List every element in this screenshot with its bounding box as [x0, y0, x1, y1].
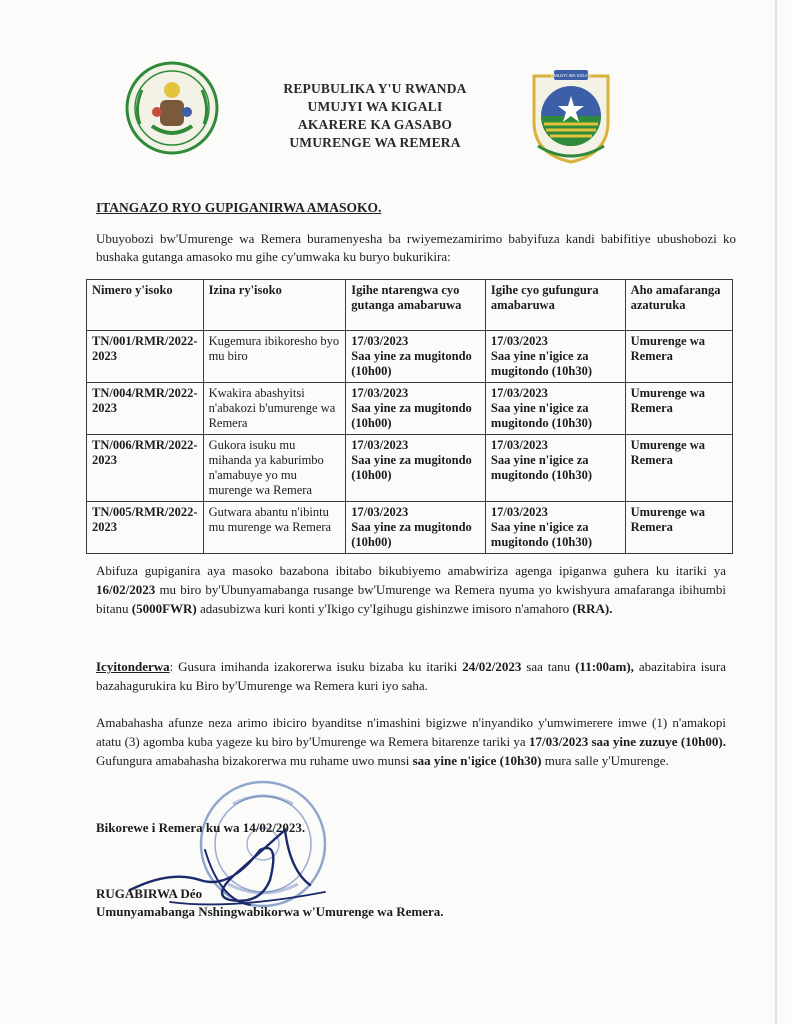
p2-time: (11:00am), [575, 659, 634, 674]
opening-cell [485, 502, 625, 554]
signatory-role: Umunyamabanga Nshingwabikorwa w'Umurenge wa Remera. [96, 904, 444, 919]
submission-paragraph [96, 713, 726, 770]
header-funding-source: Aho amafaranga azaturuka [625, 280, 732, 331]
deadline-time: Saa yine za mugitondo (10h00) [351, 349, 472, 378]
signed-at-line: Bikorewe i Remera ku wa 14/02/2023. [96, 820, 306, 835]
header-opening-time: Igihe cyo gufungura amabaruwa [485, 280, 625, 331]
signatory-name: RUGABIRWA Déo [96, 886, 203, 901]
deadline-cell [346, 331, 486, 383]
funding-source: Umurenge wa Remera [625, 502, 732, 554]
deadline-time: Saa yine za mugitondo (10h00) [351, 520, 472, 549]
tender-name: Gutwara abantu n'ibintu mu murenge wa Remera [203, 502, 346, 554]
document-header [230, 80, 520, 152]
p1-date: 16/02/2023 [96, 582, 156, 597]
header-line-4: UMURENGE WA REMERA [289, 135, 461, 150]
tender-number: TN/004/RMR/2022-2023 [87, 383, 204, 435]
p2-date: 24/02/2023 [462, 659, 522, 674]
rwanda-coat-of-arms-logo [124, 60, 220, 156]
p1-fee: (5000FWR) [131, 601, 197, 616]
table-row [87, 383, 733, 435]
table-row [87, 502, 733, 554]
opening-cell [485, 383, 625, 435]
p1-text-a: Abifuza gupiganira aya masoko bazabona ibitabo bikubiyemo amabwiriza agenga ipiganwa guhera ku itariki ya [96, 563, 726, 578]
opening-time: Saa yine n'igice za mugitondo (10h30) [490, 520, 592, 549]
opening-time: Saa yine n'igice za mugitondo (10h30) [490, 349, 592, 378]
kigali-city-logo [524, 66, 618, 166]
opening-time: Saa yine n'igice za mugitondo (10h30) [490, 401, 592, 430]
header-line-2: UMUJYI WA KIGALI [307, 99, 443, 114]
header-line-3: AKARERE KA GASABO [297, 117, 453, 132]
opening-cell [485, 331, 625, 383]
note-label: Icyitonderwa [96, 659, 170, 674]
tender-number: TN/005/RMR/2022-2023 [87, 502, 204, 554]
header-line-1: REPUBULIKA Y'U RWANDA [283, 81, 467, 96]
opening-time: Saa yine n'igice za mugitondo (10h30) [490, 453, 592, 482]
tender-name: Kwakira abashyitsi n'abakozi b'umurenge wa Remera [203, 383, 346, 435]
header-tender-name: Izina ry'isoko [203, 280, 346, 331]
p3-deadline: 17/03/2023 saa yine zuzuye (10h00). [528, 734, 726, 749]
deadline-time: Saa yine za mugitondo (10h00) [351, 453, 472, 482]
tender-name: Kugemura ibikoresho byo mu biro [203, 331, 346, 383]
p3-opening-time: saa yine n'igice (10h30) [412, 753, 542, 768]
header-submission-deadline: Igihe ntarengwa cyo gutanga amabaruwa [346, 280, 486, 331]
header-tender-number: Nimero y'isoko [87, 280, 204, 331]
p2-text-a: : Gusura imihanda izakorerwa isuku bizaba ku itariki [169, 659, 463, 674]
p1-rra: (RRA). [572, 601, 613, 616]
table-row [87, 331, 733, 383]
deadline-date: 17/03/2023 [351, 505, 409, 519]
funding-source: Umurenge wa Remera [625, 383, 732, 435]
funding-source: Umurenge wa Remera [625, 435, 732, 502]
notice-title: ITANGAZO RYO GUPIGANIRWA AMASOKO. [96, 200, 382, 215]
p3-text-c: Gufungura amabahasha bizakorerwa mu ruhame uwo munsi [96, 753, 413, 768]
page-edge [775, 0, 777, 1024]
opening-date: 17/03/2023 [490, 334, 548, 348]
kigali-logo-banner: UMUJYI WA KIGALI [550, 73, 592, 78]
deadline-cell [346, 383, 486, 435]
deadline-date: 17/03/2023 [351, 334, 409, 348]
table-row [87, 435, 733, 502]
deadline-cell [346, 502, 486, 554]
p2-text-c: saa tanu [521, 659, 576, 674]
p3-text-e: mura salle y'Umurenge. [541, 753, 669, 768]
deadline-date: 17/03/2023 [351, 438, 409, 452]
table-header-row [87, 280, 733, 331]
p2-text-e: abazitabira isura bazahagurukira ku Biro by'Umurenge wa Remera kuri iyo saha. [96, 659, 726, 693]
opening-cell [485, 435, 625, 502]
site-visit-paragraph [96, 657, 726, 695]
deadline-cell [346, 435, 486, 502]
opening-date: 17/03/2023 [490, 386, 548, 400]
deadline-date: 17/03/2023 [351, 386, 409, 400]
opening-date: 17/03/2023 [490, 438, 548, 452]
p1-text-e: adasubizwa kuri konti y'Ikigo cy'Igihugu gishinzwe imisoro n'amahoro [196, 601, 573, 616]
funding-source: Umurenge wa Remera [625, 331, 732, 383]
opening-date: 17/03/2023 [490, 505, 548, 519]
p1-text-c: mu biro by'Ubunyamabanga rusange bw'Umurenge wa Remera nyuma yo kwishyura amafaranga ibihumbi bitanu [96, 582, 726, 616]
bidding-documents-paragraph [96, 561, 726, 618]
deadline-time: Saa yine za mugitondo (10h00) [351, 401, 472, 430]
p3-text-a: Amabahasha afunze neza arimo ibiciro byanditse n'imashini bigizwe n'inyandiko y'umwimerere imwe (1) n'amakopi atatu (3) agomba kuba yageze ku biro by'Umurenge wa Remera bitarenze tariki ya [96, 715, 726, 749]
tender-table [86, 279, 733, 554]
tender-number: TN/006/RMR/2022-2023 [87, 435, 204, 502]
tender-number: TN/001/RMR/2022-2023 [87, 331, 204, 383]
tender-name: Gukora isuku mu mihanda ya kaburimbo n'amabuye yo mu murenge wa Remera [203, 435, 346, 502]
intro-paragraph: Ubuyobozi bw'Umurenge wa Remera buramenyesha ba rwiyemezamirimo babyifuza kandi babifitiye ubushobozi ko bushaka gutanga amasoko mu gihe cy'umwaka ku buryo bukurikira: [96, 231, 736, 264]
